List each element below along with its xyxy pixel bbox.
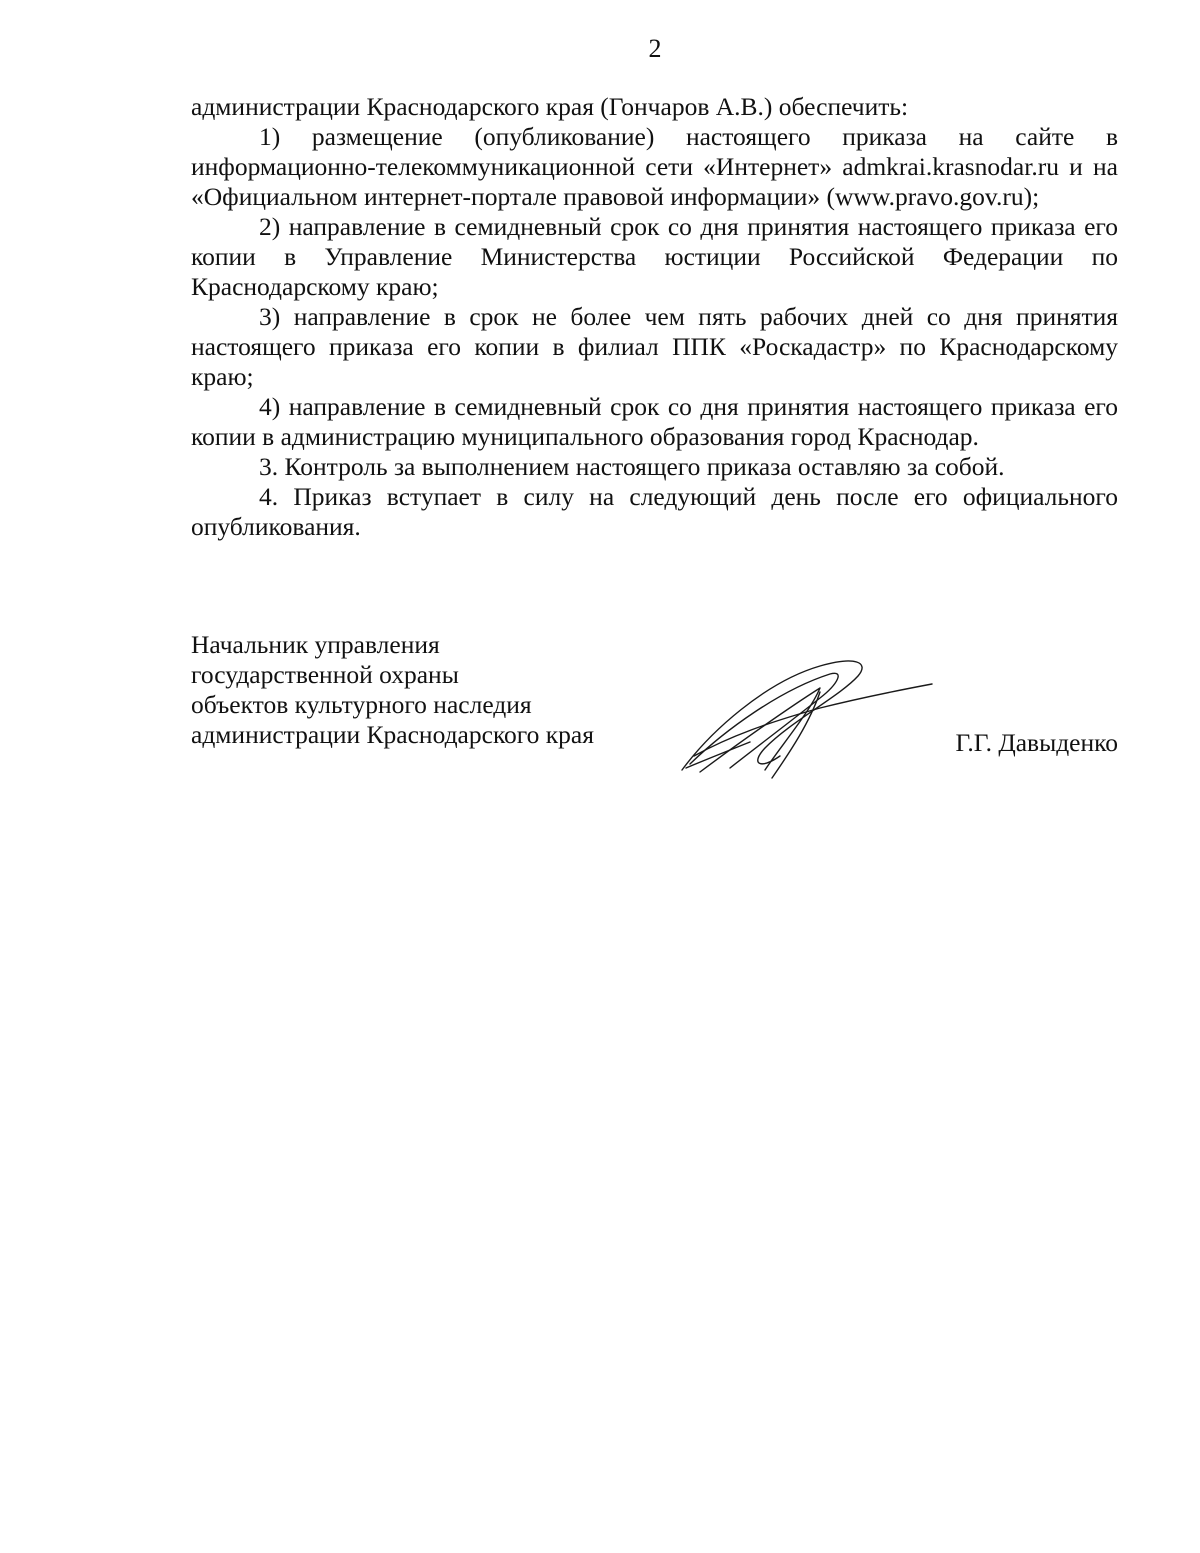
signature-icon: [670, 652, 940, 782]
paragraph-item-1: 1) размещение (опубликование) настоящего приказа на сайте в информационно-телекоммуникационной сети «Интернет» admkrai.krasnodar.ru и на «Официальном интернет-портале правовой информации» (www.pravo.gov.ru);: [191, 122, 1118, 211]
position-line: государственной охраны: [191, 660, 459, 689]
paragraph-item-2: 2) направление в семидневный срок со дня принятия настоящего приказа его копии в Управление Министерства юстиции Российской Федерации по Краснодарскому краю;: [191, 212, 1118, 301]
paragraph-clause-3: 3. Контроль за выполнением настоящего приказа оставляю за собой.: [259, 452, 1005, 481]
paragraph-item-4: 4) направление в семидневный срок со дня принятия настоящего приказа его копии в администрацию муниципального образования город Краснодар.: [191, 392, 1118, 451]
page-number: 2: [648, 34, 662, 63]
document-body: [191, 92, 1118, 542]
signatory-position: [191, 630, 594, 750]
paragraph-intro: администрации Краснодарского края (Гончаров А.В.) обеспечить:: [191, 92, 909, 121]
position-line: объектов культурного наследия: [191, 690, 532, 719]
paragraph-clause-4: 4. Приказ вступает в силу на следующий день после его официального опубликования.: [191, 482, 1118, 541]
position-line: администрации Краснодарского края: [191, 720, 594, 749]
paragraph-item-3: 3) направление в срок не более чем пять рабочих дней со дня принятия настоящего приказа его копии в филиал ППК «Роскадастр» по Краснодарскому краю;: [191, 302, 1118, 391]
position-line: Начальник управления: [191, 630, 440, 659]
signatory-name: Г.Г. Давыденко: [955, 728, 1118, 757]
